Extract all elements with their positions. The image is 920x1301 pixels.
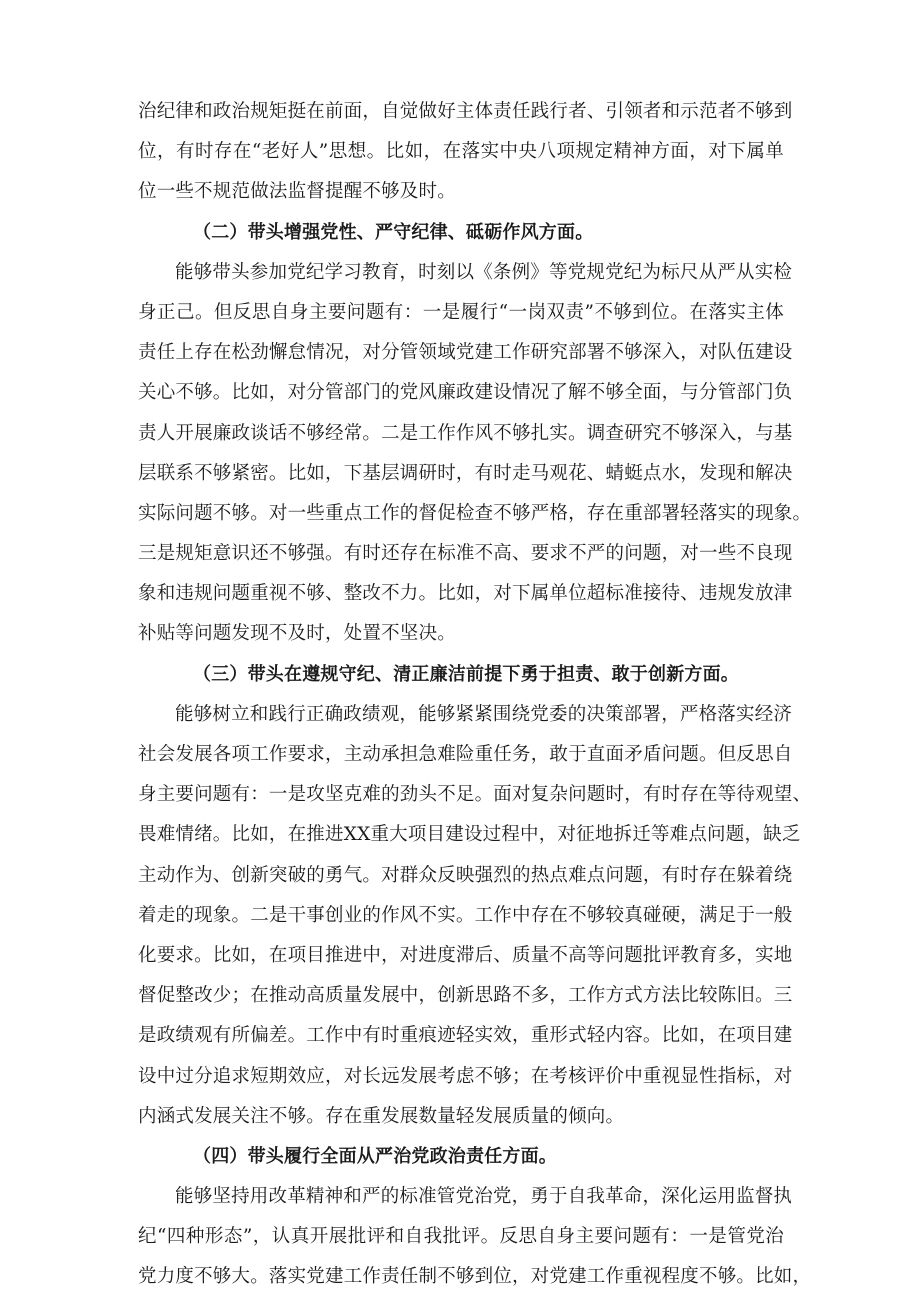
paragraph-line: 象和违规问题重视不够、整改不力。比如，对下属单位超标准接待、违规发放津 [138,583,793,605]
paragraph-first-line: 能够带头参加党纪学习教育，时刻以《条例》等党规党纪为标尺从严从实检 [175,261,793,283]
paragraph-line: 社会发展各项工作要求，主动承担急难险重任务，敢于直面矛盾问题。但反思自 [138,744,793,765]
paragraph-line: 身正己。但反思自身主要问题有：一是履行“一岗双责”不够到位。在落实主体 [138,301,784,323]
paragraph-line: 党力度不够大。落实党建工作责任制不够到位，对党建工作重视程度不够。比如， [138,1266,812,1288]
paragraph-line: 督促整改少；在推动高质量发展中，创新思路不多，工作方式方法比较陈旧。三 [138,985,793,1007]
paragraph-line: 治纪律和政治规矩挺在前面，自觉做好主体责任践行者、引领者和示范者不够到 [138,101,793,122]
paragraph-line: 着走的现象。二是干事创业的作风不实。工作中存在不够较真碰硬，满足于一般 [138,904,793,926]
section-heading: （三）带头在遵规守纪、清正廉洁前提下勇于担责、敢于创新方面。 [193,663,739,685]
section-heading: （四）带头履行全面从严治党政治责任方面。 [193,1145,557,1167]
paragraph-line: 畏难情绪。比如，在推进XX重大项目建设过程中，对征地拆迁等难点问题，缺乏 [138,824,801,846]
paragraph-last-line: 内涵式发展关注不够。存在重发展数量轻发展质量的倾向。 [138,1105,625,1127]
paragraph-line: 实际问题不够。对一些重点工作的督促检查不够严格，存在重部署轻落实的现象。 [138,502,812,524]
paragraph-line: 责任上存在松劲懈怠情况，对分管领域党建工作研究部署不够深入，对队伍建设 [138,342,793,364]
paragraph-first-line: 能够树立和践行正确政绩观，能够紧紧围绕党委的决策部署，严格落实经济 [175,703,793,725]
paragraph-line: 三是规矩意识还不够强。有时还存在标准不高、要求不严的问题，对一些不良现 [138,543,793,565]
paragraph-last-line: 补贴等问题发现不及时，处置不坚决。 [138,623,456,645]
paragraph-line: 位，有时存在“老好人”思想。比如，在落实中央八项规定精神方面，对下属单 [138,141,784,163]
paragraph-line: 责人开展廉政谈话不够经常。二是工作作风不够扎实。调查研究不够深入，与基 [138,422,793,444]
paragraph-line: 层联系不够紧密。比如，下基层调研时，有时走马观花、蜻蜓点水，发现和解决 [138,462,793,484]
paragraph-line: 关心不够。比如，对分管部门的党风廉政建设情况了解不够全面，与分管部门负 [138,382,793,404]
paragraph-last-line: 位一些不规范做法监督提醒不够及时。 [138,181,456,203]
paragraph-line: 身主要问题有：一是攻坚克难的劲头不足。面对复杂问题时，有时存在等待观望、 [138,784,812,806]
paragraph-line: 是政绩观有所偏差。工作中有时重痕迹轻实效，重形式轻内容。比如，在项目建 [138,1025,793,1047]
paragraph-line: 化要求。比如，在项目推进中，对进度滞后、质量不高等问题批评教育多，实地 [138,944,793,966]
section-heading: （二）带头增强党性、严守纪律、砥砺作风方面。 [193,221,594,243]
paragraph-first-line: 能够坚持用改革精神和严的标准管党治党，勇于自我革命，深化运用监督执 [175,1186,793,1208]
document-page [138,92,812,1298]
paragraph-line: 主动作为、创新突破的勇气。对群众反映强烈的热点难点问题，有时存在躲着绕 [138,864,793,886]
paragraph-line: 设中过分追求短期效应，对长远发展考虑不够；在考核评价中重视显性指标，对 [138,1065,793,1087]
paragraph-line: 纪“四种形态”，认真开展批评和自我批评。反思自身主要问题有：一是管党治 [138,1226,784,1248]
